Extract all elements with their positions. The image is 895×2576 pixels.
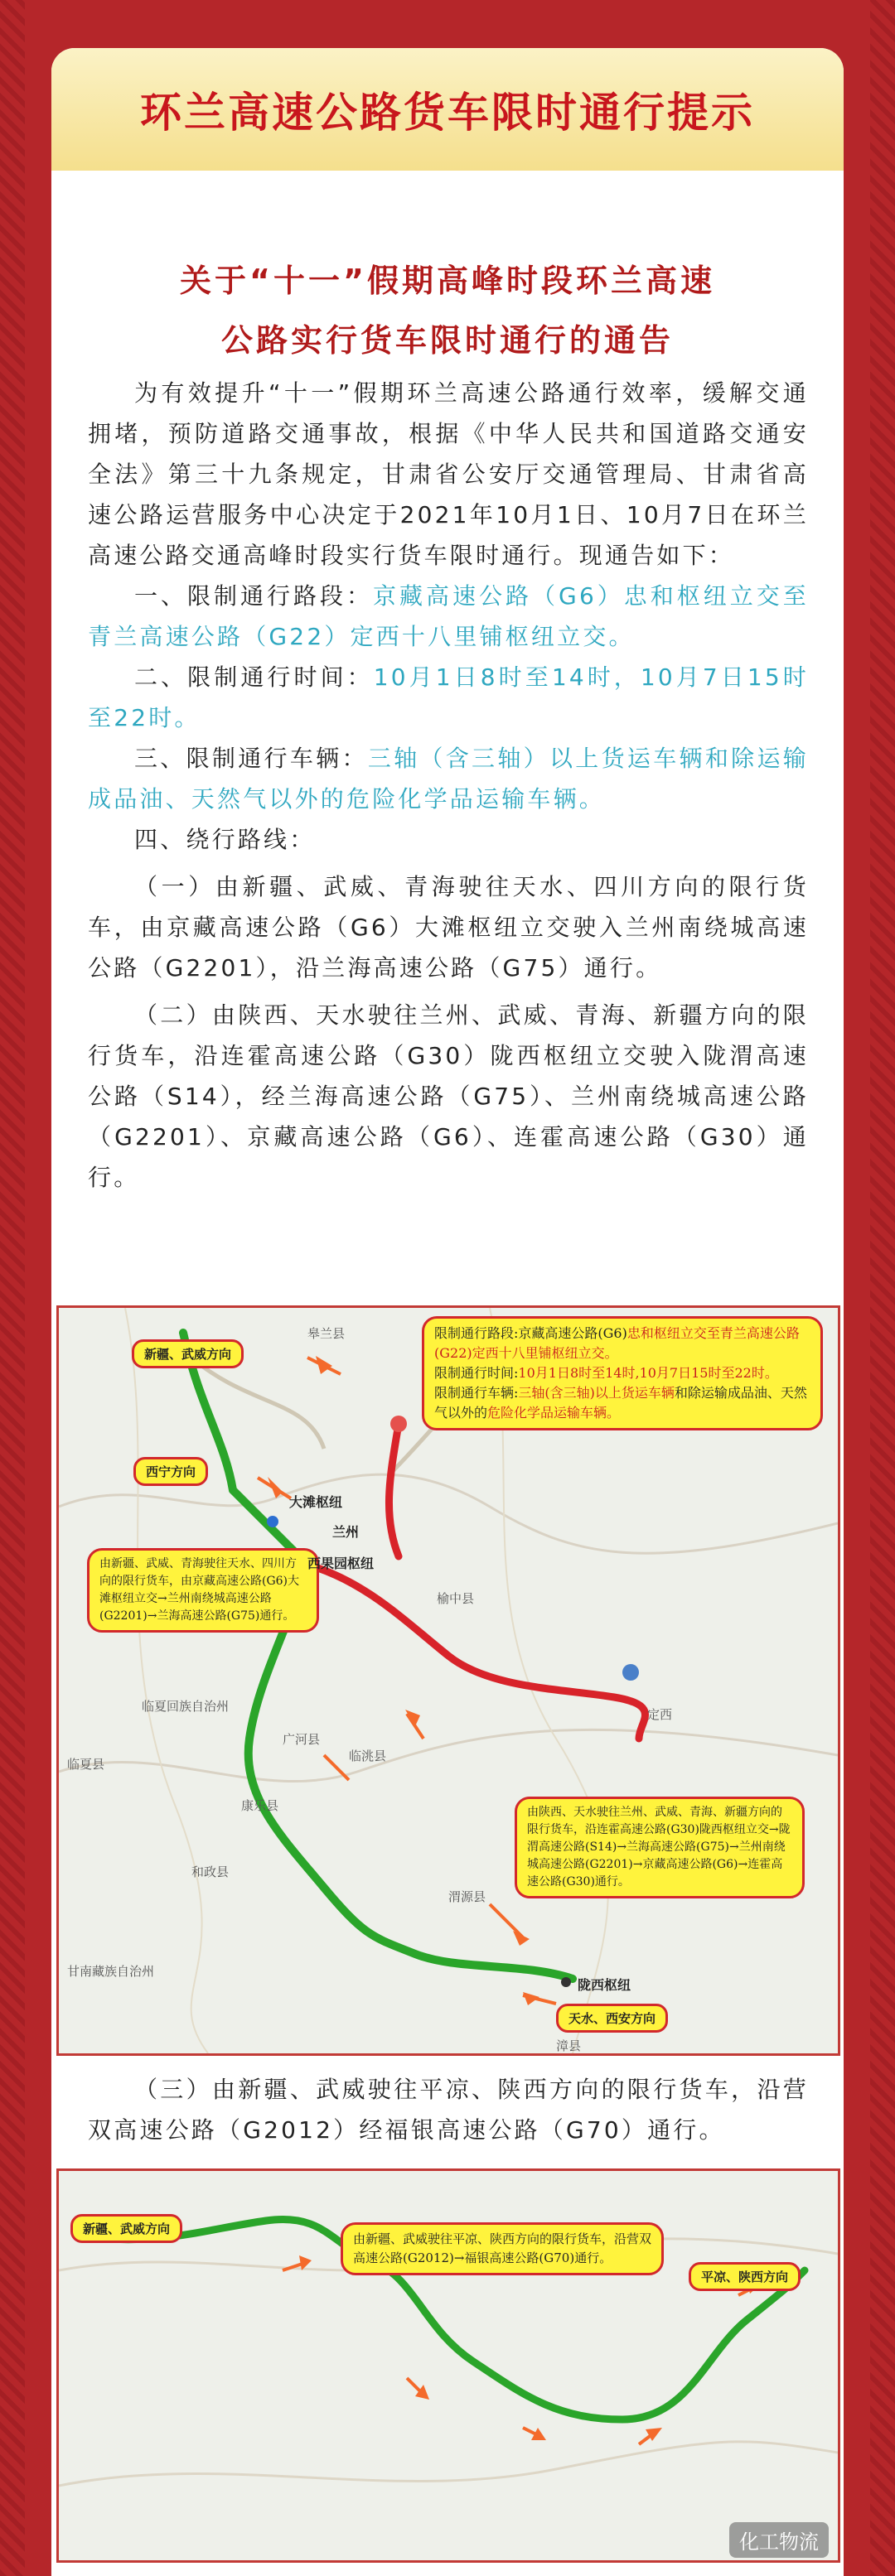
- notice-body: [88, 373, 809, 1198]
- place-yuzhong: 榆中县: [437, 1591, 475, 1606]
- callout-vehicle-text: 和除运输成品油、天然气以外的: [434, 1385, 807, 1421]
- place-linxia: 临夏回族自治州: [142, 1699, 230, 1714]
- place-zhang: 漳县: [556, 2038, 582, 2053]
- map2-tag-pingliang-shaanxi: 平凉、陕西方向: [689, 2262, 801, 2291]
- intro-paragraph: 为有效提升“十一”假期环兰高速公路通行效率，缓解交通拥堵，预防道路交通事故，根据《中华人民共和国道路交通安全法》第三十九条规定，甘肃省公安厅交通管理局、甘肃省高速公路运营服务中心决定于2021年10月1日、10月7日在环兰高速公路交通高峰时段实行货车限时通行。现通告如下：: [88, 379, 809, 569]
- callout-route-1: 由新疆、武威、青海驶往天水、四川方向的限行货车，由京藏高速公路(G6)大滩枢纽立交→兰州南绕城高速公路(G2201)→兰海高速公路(G75)通行。: [87, 1548, 319, 1633]
- callout-vehicle-red-2: 危险化学品运输车辆。: [487, 1405, 621, 1421]
- item-2-text: 10月1日8时至14时，10月7日15时至22时。: [88, 663, 809, 731]
- item-3-text: 三轴（含三轴）以上货运车辆和除运输成品油、天然气以外的危险化学品运输车辆。: [88, 745, 809, 813]
- detour-map-1: [56, 1305, 840, 2056]
- route-2: （二）由陕西、天水驶往兰州、武威、青海、新疆方向的限行货车，沿连霍高速公路（G30）陇西枢纽立交驶入陇渭高速公路（S14），经兰海高速公路（G75）、兰州南绕城高速公路（G2201）、京藏高速公路（G6）、连霍高速公路（G30）通行。: [88, 1001, 809, 1191]
- place-guanghe: 广河县: [283, 1732, 321, 1747]
- route-3-section: [88, 2069, 809, 2150]
- place-dingxi: 定西: [647, 1707, 673, 1722]
- content-panel: [51, 48, 844, 2576]
- watermark: 化工物流: [729, 2522, 829, 2558]
- tag-xining: 西宁方向: [133, 1457, 208, 1486]
- place-xiguoyuan: 西果园枢纽: [307, 1556, 375, 1571]
- item-1: [88, 576, 809, 657]
- tag-tianshui-xian: 天水、西安方向: [556, 2004, 668, 2033]
- place-hezheng: 和政县: [191, 1864, 230, 1879]
- place-lixian: 临夏县: [67, 1757, 105, 1772]
- map2-callout: 由新疆、武威驶往平凉、陕西方向的限行货车，沿营双高速公路(G2012)→福银高速公路(G70)通行。: [341, 2222, 664, 2275]
- item-1-text: 京藏高速公路（G6）忠和枢纽立交至青兰高速公路（G22）定西十八里铺枢纽立交。: [88, 582, 809, 650]
- item-2: [88, 657, 809, 738]
- callout-time-label: 限制通行时间:: [434, 1365, 519, 1381]
- map2-tag-xinjiang-wuwei: 新疆、武威方向: [70, 2214, 182, 2243]
- item-1-label: 一、限制通行路段：: [134, 582, 374, 610]
- place-kangle: 康乐县: [241, 1798, 279, 1813]
- item-3-label: 三、限制通行车辆：: [134, 745, 368, 772]
- place-lanzhou: 兰州: [332, 1524, 360, 1540]
- title-banner: [51, 48, 844, 171]
- item-3: [88, 738, 809, 819]
- item-2-label: 二、限制通行时间：: [134, 663, 374, 691]
- place-lintao: 临洮县: [349, 1749, 387, 1763]
- notice-title-line2: 公路实行货车限时通行的通告: [220, 322, 674, 359]
- callout-route-2: 由陕西、天水驶往兰州、武威、青海、新疆方向的限行货车，沿连霍高速公路(G30)陇西枢纽立交→陇渭高速公路(S14)→兰海高速公路(G75)→兰州南绕城高速公路(G2201)→京藏高速公路(G6)→连霍高速公路(G30)通行。: [515, 1797, 805, 1898]
- callout-road-text: 京藏高速公路(G6): [518, 1325, 627, 1341]
- tag-xinjiang-wuwei: 新疆、武威方向: [132, 1339, 244, 1368]
- banner-title: 环兰高速公路货车限时通行提示: [140, 89, 755, 137]
- callout-vehicle-label: 限制通行车辆:: [434, 1385, 519, 1401]
- place-datan: 大滩枢纽: [289, 1494, 343, 1510]
- place-gannan: 甘南藏族自治州: [67, 1964, 155, 1979]
- detour-map-2: [56, 2168, 840, 2563]
- callout-road-label: 限制通行路段:: [434, 1325, 519, 1341]
- notice-title-line1: 关于“十一”假期高峰时段环兰高速: [180, 263, 715, 299]
- route-3: （三）由新疆、武威驶往平凉、陕西方向的限行货车，沿营双高速公路（G2012）经福银高速公路（G70）通行。: [88, 2076, 809, 2144]
- callout-road-red: 忠和枢纽立交至青兰高速公路(G22)定西十八里铺枢纽立交。: [434, 1325, 800, 1361]
- place-longxi: 陇西枢纽: [578, 1977, 631, 1993]
- callout-time-red: 10月1日8时至14时,10月7日15时至22时。: [518, 1365, 778, 1381]
- place-gaolan: 皋兰县: [307, 1326, 346, 1341]
- callout-vehicle-red: 三轴(含三轴)以上货运车辆: [518, 1385, 675, 1401]
- place-weiyuan: 渭源县: [448, 1889, 486, 1904]
- route-1: （一）由新疆、武威、青海驶往天水、四川方向的限行货车，由京藏高速公路（G6）大滩枢纽立交驶入兰州南绕城高速公路（G2201），沿兰海高速公路（G75）通行。: [88, 873, 809, 982]
- item-4: 四、绕行路线：: [134, 826, 316, 853]
- callout-restriction-summary: [422, 1316, 823, 1430]
- left-border-stripe: [0, 0, 25, 2576]
- right-border-stripe: [870, 0, 895, 2576]
